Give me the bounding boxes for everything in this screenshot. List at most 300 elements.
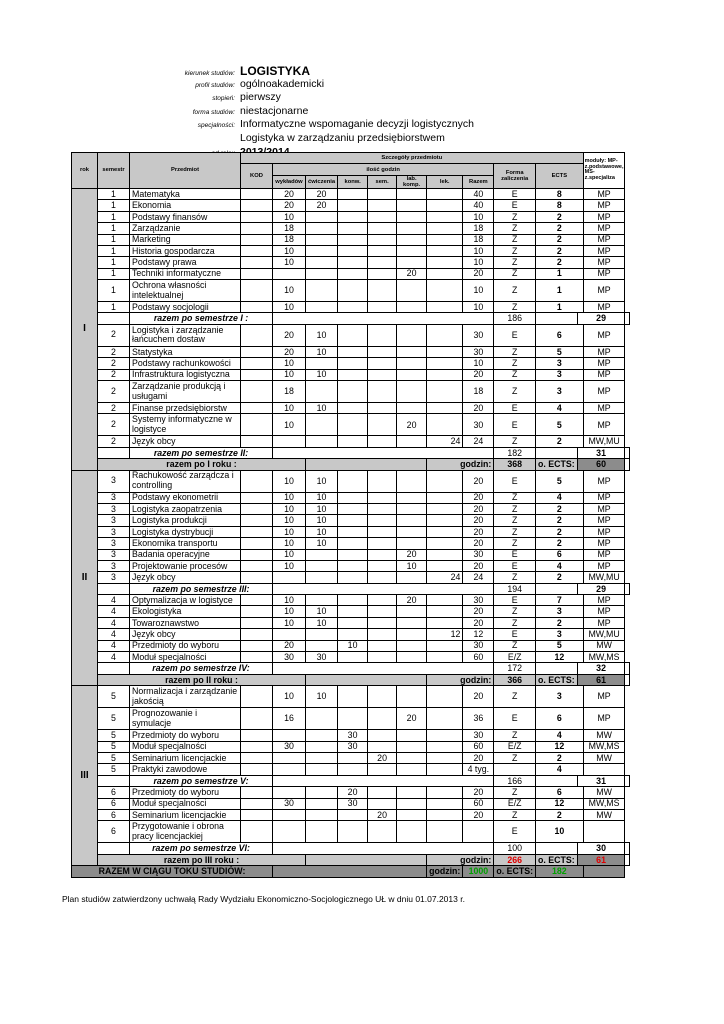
meta-row (0, 118, 724, 132)
course-name: Moduł specjalności (130, 741, 241, 752)
meta-row (0, 64, 724, 78)
course-language (427, 503, 463, 514)
course-seminar (368, 798, 397, 809)
course-seminar (368, 629, 397, 640)
course-conversatory (338, 652, 368, 663)
course-code (241, 686, 273, 708)
course-semester: 3 (98, 549, 130, 560)
course-language: 24 (427, 572, 463, 583)
header-wyk: wykładów (273, 175, 306, 188)
year-label: II (72, 470, 98, 686)
course-assessment: Z (494, 234, 536, 245)
course-total-hours: 20 (463, 809, 494, 820)
header-ects: ECTS (536, 164, 584, 189)
meta-label: stopień: (212, 95, 235, 103)
course-module: MP (583, 280, 625, 302)
course-lectures: 10 (273, 538, 306, 549)
course-seminar (368, 234, 397, 245)
course-lab (397, 302, 427, 313)
course-exercises: 20 (306, 188, 338, 199)
course-row (72, 188, 630, 199)
course-conversatory (338, 572, 368, 583)
course-total-hours: 20 (463, 617, 494, 628)
course-semester: 3 (98, 572, 130, 583)
course-name: Moduł specjalności (130, 798, 241, 809)
table-cell (625, 775, 630, 786)
course-lectures: 30 (273, 741, 306, 752)
course-code (241, 257, 273, 268)
course-name: Seminarium licencjackie (130, 809, 241, 820)
course-semester: 5 (98, 764, 130, 775)
semester-total-label: razem po semestrze II: (130, 447, 273, 458)
course-name: Podstawy rachunkowości (130, 358, 241, 369)
course-exercises: 10 (306, 346, 338, 357)
course-language (427, 708, 463, 730)
grand-total-label: RAZEM W CIĄGU TOKU STUDIÓW: (72, 866, 273, 877)
course-ects: 2 (536, 436, 584, 447)
course-seminar (368, 346, 397, 357)
course-exercises: 10 (306, 538, 338, 549)
course-lab (397, 223, 427, 234)
course-code (241, 629, 273, 640)
course-conversatory (338, 257, 368, 268)
course-conversatory (338, 549, 368, 560)
course-semester: 6 (98, 809, 130, 820)
course-language (427, 346, 463, 357)
course-row (72, 595, 630, 606)
course-lab (397, 821, 427, 843)
course-ects: 2 (536, 515, 584, 526)
course-module: MP (583, 302, 625, 313)
course-conversatory (338, 188, 368, 199)
course-lectures: 10 (273, 526, 306, 537)
course-ects: 5 (536, 470, 584, 492)
course-module: MP (583, 188, 625, 199)
course-lab (397, 753, 427, 764)
course-seminar (368, 787, 397, 798)
table-cell (625, 583, 630, 594)
course-module: MP (583, 245, 625, 256)
course-code (241, 503, 273, 514)
course-seminar (368, 821, 397, 843)
table-cell (306, 674, 427, 685)
course-lectures: 10 (273, 257, 306, 268)
course-lab (397, 234, 427, 245)
meta-value: Logistyka w zarządzaniu przedsiębiorstwem (240, 131, 445, 144)
course-row (72, 617, 630, 628)
course-row (72, 492, 630, 503)
course-ects: 3 (536, 369, 584, 380)
course-exercises (306, 640, 338, 651)
course-ects: 2 (536, 572, 584, 583)
course-name: Projektowanie procesów (130, 560, 241, 571)
table-cell (98, 775, 130, 786)
course-seminar (368, 223, 397, 234)
course-assessment: Z (494, 606, 536, 617)
course-exercises (306, 629, 338, 640)
course-lab (397, 245, 427, 256)
course-ects: 1 (536, 302, 584, 313)
course-lectures: 10 (273, 358, 306, 369)
course-exercises (306, 549, 338, 560)
course-name: Finanse przedsiębiorstw (130, 403, 241, 414)
course-row (72, 730, 630, 741)
course-lectures: 20 (273, 200, 306, 211)
header-przedmiot: Przedmiot (130, 153, 241, 189)
course-assessment: Z (494, 381, 536, 403)
course-lectures: 10 (273, 606, 306, 617)
course-module: MP (583, 470, 625, 492)
course-module: MP (583, 606, 625, 617)
year-total-ects: 60 (577, 459, 625, 470)
course-lab (397, 403, 427, 414)
course-seminar (368, 741, 397, 752)
course-seminar (368, 515, 397, 526)
semester-total-hours: 100 (494, 843, 536, 854)
course-total-hours: 30 (463, 595, 494, 606)
course-total-hours: 10 (463, 245, 494, 256)
course-seminar (368, 730, 397, 741)
course-row (72, 223, 630, 234)
course-total-hours: 20 (463, 686, 494, 708)
course-language (427, 730, 463, 741)
course-assessment: E (494, 821, 536, 843)
semester-total-row (72, 447, 630, 458)
semester-total-ects: 30 (577, 843, 625, 854)
course-seminar (368, 526, 397, 537)
course-semester: 2 (98, 369, 130, 380)
course-assessment: Z (494, 640, 536, 651)
header-ilosc: ilość godzin (273, 164, 494, 175)
course-row (72, 234, 630, 245)
course-code (241, 346, 273, 357)
course-seminar (368, 652, 397, 663)
course-conversatory (338, 346, 368, 357)
course-semester: 1 (98, 234, 130, 245)
course-language (427, 211, 463, 222)
table-cell (625, 459, 630, 470)
course-lectures: 10 (273, 686, 306, 708)
course-module: MW (583, 730, 625, 741)
course-ects: 4 (536, 560, 584, 571)
course-lectures: 18 (273, 223, 306, 234)
course-lectures: 10 (273, 403, 306, 414)
course-lectures: 18 (273, 381, 306, 403)
course-row (72, 414, 630, 436)
course-semester: 5 (98, 686, 130, 708)
course-module (583, 821, 625, 843)
course-seminar (368, 414, 397, 436)
course-lab (397, 324, 427, 346)
header-cw: ćwiczenia (306, 175, 338, 188)
course-lectures: 20 (273, 640, 306, 651)
course-assessment: Z (494, 617, 536, 628)
course-language (427, 381, 463, 403)
course-language (427, 200, 463, 211)
course-ects: 7 (536, 595, 584, 606)
course-language (427, 268, 463, 279)
course-ects: 2 (536, 538, 584, 549)
course-seminar (368, 538, 397, 549)
grand-total-hours: 1000 (463, 866, 494, 877)
course-code (241, 538, 273, 549)
course-assessment: E (494, 200, 536, 211)
course-language (427, 606, 463, 617)
course-language: 24 (427, 436, 463, 447)
course-lectures (273, 809, 306, 820)
course-seminar (368, 200, 397, 211)
course-module: MP (583, 538, 625, 549)
course-language (427, 257, 463, 268)
table-cell (536, 663, 578, 674)
course-exercises: 10 (306, 606, 338, 617)
header-moduly: moduły: MP-z.podstawowe, MS-z.specjaliza (583, 153, 625, 189)
year-total-ects-label: o. ECTS: (536, 674, 578, 685)
course-semester: 2 (98, 324, 130, 346)
course-ects: 4 (536, 730, 584, 741)
course-exercises (306, 358, 338, 369)
semester-total-row (72, 843, 630, 854)
course-name: Badania operacyjne (130, 549, 241, 560)
course-language (427, 753, 463, 764)
course-language (427, 640, 463, 651)
course-name: Matematyka (130, 188, 241, 199)
course-module: MP (583, 414, 625, 436)
course-conversatory (338, 821, 368, 843)
course-seminar (368, 280, 397, 302)
course-row (72, 572, 630, 583)
course-module: MP (583, 324, 625, 346)
course-ects: 2 (536, 753, 584, 764)
course-row (72, 708, 630, 730)
course-lab (397, 538, 427, 549)
header-forma: Forma zaliczenia (494, 164, 536, 189)
course-seminar (368, 595, 397, 606)
course-lectures: 10 (273, 211, 306, 222)
course-total-hours: 10 (463, 257, 494, 268)
course-language (427, 324, 463, 346)
course-lectures: 10 (273, 470, 306, 492)
course-seminar (368, 764, 397, 775)
course-assessment: Z (494, 753, 536, 764)
course-lectures: 10 (273, 617, 306, 628)
course-conversatory (338, 538, 368, 549)
course-language (427, 234, 463, 245)
course-module: MP (583, 200, 625, 211)
course-total-hours: 20 (463, 606, 494, 617)
course-semester: 3 (98, 526, 130, 537)
course-code (241, 280, 273, 302)
course-lectures (273, 730, 306, 741)
course-assessment: Z (494, 302, 536, 313)
course-name: Język obcy (130, 572, 241, 583)
course-row (72, 515, 630, 526)
meta-value: Informatyczne wspomaganie decyzji logistycznych (240, 118, 475, 131)
course-row (72, 787, 630, 798)
year-total-hours: 266 (494, 854, 536, 865)
course-ects: 12 (536, 798, 584, 809)
course-seminar (368, 708, 397, 730)
course-total-hours: 10 (463, 302, 494, 313)
course-total-hours (463, 821, 494, 843)
course-row (72, 652, 630, 663)
course-exercises (306, 708, 338, 730)
course-semester: 3 (98, 515, 130, 526)
course-lectures (273, 753, 306, 764)
table-cell (306, 854, 427, 865)
table-cell (536, 313, 578, 324)
course-module: MP (583, 617, 625, 628)
approval-footnote: Plan studiów zatwierdzony uchwałą Rady Wydziału Ekonomiczno-Socjologicznego UŁ w dniu 01.07.2013 r. (62, 894, 465, 904)
course-assessment: Z (494, 436, 536, 447)
course-language (427, 560, 463, 571)
course-ects: 6 (536, 787, 584, 798)
course-seminar (368, 188, 397, 199)
course-seminar (368, 470, 397, 492)
table-cell (625, 447, 630, 458)
course-row (72, 369, 630, 380)
course-module: MW,MS (583, 652, 625, 663)
course-semester: 1 (98, 280, 130, 302)
table-cell (273, 447, 494, 458)
course-row (72, 809, 630, 820)
course-seminar: 20 (368, 753, 397, 764)
course-ects: 4 (536, 764, 584, 775)
course-exercises: 10 (306, 324, 338, 346)
table-cell (625, 313, 630, 324)
course-language (427, 358, 463, 369)
table-cell (536, 843, 578, 854)
course-module: MP (583, 503, 625, 514)
course-conversatory (338, 470, 368, 492)
header-rok: rok (72, 153, 98, 189)
course-lab: 20 (397, 268, 427, 279)
course-exercises (306, 257, 338, 268)
course-total-hours: 18 (463, 234, 494, 245)
course-lectures (273, 787, 306, 798)
course-code (241, 549, 273, 560)
course-name: Optymalizacja w logistyce (130, 595, 241, 606)
course-semester: 4 (98, 629, 130, 640)
course-name: Praktyki zawodowe (130, 764, 241, 775)
year-total-label: razem po I roku : (98, 459, 306, 470)
meta-row (0, 78, 724, 92)
course-row (72, 798, 630, 809)
course-lectures: 20 (273, 188, 306, 199)
course-row (72, 358, 630, 369)
course-code (241, 741, 273, 752)
course-language (427, 821, 463, 843)
year-total-ects: 61 (577, 674, 625, 685)
course-module: MW,MU (583, 436, 625, 447)
course-semester: 5 (98, 708, 130, 730)
course-lab (397, 346, 427, 357)
course-seminar (368, 503, 397, 514)
course-conversatory: 30 (338, 741, 368, 752)
course-assessment: Z (494, 572, 536, 583)
course-row (72, 403, 630, 414)
year-total-hours-label: godzin: (427, 674, 494, 685)
course-semester: 6 (98, 798, 130, 809)
grand-total-row (72, 866, 630, 877)
course-lectures: 20 (273, 324, 306, 346)
course-lab (397, 629, 427, 640)
course-semester: 5 (98, 741, 130, 752)
course-seminar (368, 606, 397, 617)
course-lab (397, 257, 427, 268)
course-module: MP (583, 686, 625, 708)
course-ects: 6 (536, 549, 584, 560)
course-language (427, 414, 463, 436)
course-exercises (306, 436, 338, 447)
course-exercises (306, 595, 338, 606)
course-lectures (273, 572, 306, 583)
course-module: MP (583, 515, 625, 526)
course-assessment: E/Z (494, 652, 536, 663)
course-ects: 2 (536, 245, 584, 256)
course-ects: 5 (536, 414, 584, 436)
course-exercises (306, 234, 338, 245)
course-seminar (368, 436, 397, 447)
course-conversatory (338, 245, 368, 256)
course-total-hours: 20 (463, 403, 494, 414)
course-assessment: Z (494, 223, 536, 234)
course-seminar (368, 268, 397, 279)
course-conversatory (338, 414, 368, 436)
table-cell (98, 313, 130, 324)
course-code (241, 572, 273, 583)
course-semester: 3 (98, 492, 130, 503)
course-lab (397, 572, 427, 583)
course-semester: 1 (98, 223, 130, 234)
course-ects: 2 (536, 503, 584, 514)
course-exercises (306, 245, 338, 256)
semester-total-label: razem po semestrze IV: (130, 663, 273, 674)
course-language (427, 787, 463, 798)
course-name: Techniki informatyczne (130, 268, 241, 279)
course-exercises (306, 809, 338, 820)
table-cell (536, 447, 578, 458)
course-conversatory: 20 (338, 787, 368, 798)
course-exercises (306, 572, 338, 583)
course-ects: 2 (536, 617, 584, 628)
course-assessment: E (494, 188, 536, 199)
course-ects: 12 (536, 741, 584, 752)
course-ects: 4 (536, 492, 584, 503)
course-total-hours: 20 (463, 515, 494, 526)
meta-label: specjalności: (197, 122, 235, 130)
semester-total-hours: 182 (494, 447, 536, 458)
course-assessment: Z (494, 358, 536, 369)
course-module: MW,MU (583, 572, 625, 583)
course-conversatory (338, 280, 368, 302)
table-cell (273, 663, 494, 674)
course-name: Przedmioty do wyboru (130, 730, 241, 741)
header-sem: sem. (368, 175, 397, 188)
course-assessment: Z (494, 686, 536, 708)
meta-label: profil studiów: (195, 81, 235, 89)
course-total-hours: 36 (463, 708, 494, 730)
course-conversatory: 10 (338, 640, 368, 651)
course-name: Przedmioty do wyboru (130, 640, 241, 651)
course-lab: 10 (397, 560, 427, 571)
course-semester: 3 (98, 560, 130, 571)
course-row (72, 324, 630, 346)
course-language (427, 764, 463, 775)
course-row (72, 560, 630, 571)
course-row (72, 200, 630, 211)
table-cell (273, 843, 494, 854)
